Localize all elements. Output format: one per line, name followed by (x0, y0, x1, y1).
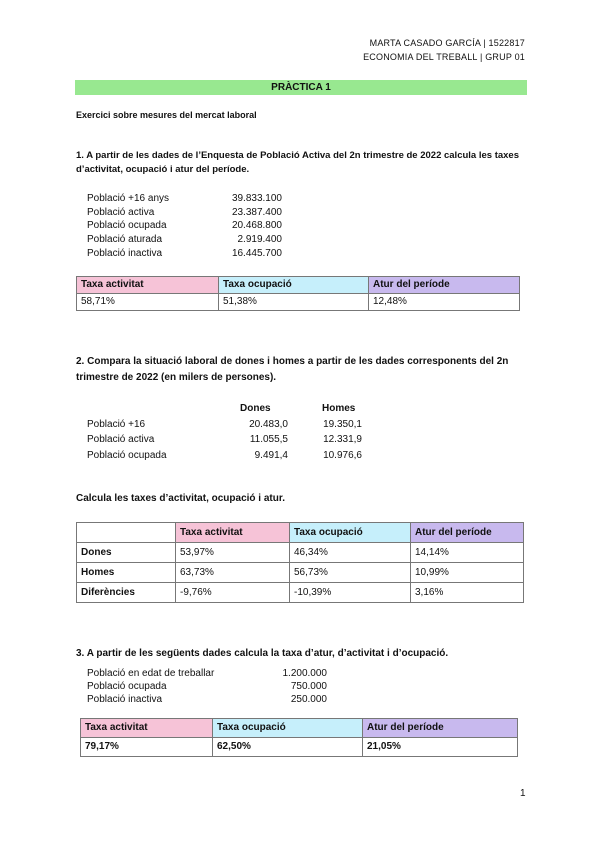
author-line: MARTA CASADO GARCÍA | 1522817 (369, 38, 525, 48)
cell: 56,73% (290, 563, 411, 583)
header-taxa-ocupacio: Taxa ocupació (219, 277, 369, 294)
row-label-dones: Dones (77, 543, 176, 563)
q1-value: 20.468.800 (231, 220, 282, 231)
value-atur: 12,48% (369, 294, 520, 311)
cell: -9,76% (176, 583, 290, 603)
q2-dones-value: 20.483,0 (249, 419, 288, 430)
q1-results-table (76, 276, 520, 311)
header-taxa-activitat: Taxa activitat (81, 719, 213, 738)
cell: 14,14% (411, 543, 524, 563)
q2-label: Població ocupada (87, 450, 167, 461)
q1-text-1: 1. A partir de les dades de l’Enquesta de Població Activa del 2n trimestre de 2022 calcula les taxes (76, 150, 519, 161)
value-taxa-ocupacio: 62,50% (213, 738, 363, 757)
q3-results-table (80, 718, 518, 757)
q1-label: Població +16 anys (87, 193, 170, 204)
cell: -10,39% (290, 583, 411, 603)
q1-value: 39.833.100 (231, 193, 282, 204)
q1-value: 2.919.400 (237, 234, 282, 245)
q3-value: 250.000 (290, 694, 327, 705)
q3-label: Població ocupada (87, 681, 167, 692)
q2-text-2: trimestre de 2022 (en milers de persones). (76, 372, 277, 383)
q2-label: Població +16 (87, 419, 146, 430)
q2-text-1: 2. Compara la situació laboral de dones i homes a partir de les dades corresponents del 2n (76, 356, 509, 367)
q2-results-table (76, 522, 524, 603)
col-header-homes: Homes (322, 403, 356, 414)
value-taxa-activitat: 58,71% (77, 294, 219, 311)
q1-value: 16.445.700 (231, 248, 282, 259)
row-label-diferencies: Diferències (77, 583, 176, 603)
value-taxa-activitat: 79,17% (81, 738, 213, 757)
q2-label: Població activa (87, 434, 155, 445)
header-atur: Atur del període (411, 523, 524, 543)
header-taxa-activitat: Taxa activitat (176, 523, 290, 543)
q2-homes-value: 12.331,9 (323, 434, 362, 445)
col-header-dones: Dones (240, 403, 271, 414)
course-line: ECONOMIA DEL TREBALL | GRUP 01 (363, 52, 525, 62)
cell: 46,34% (290, 543, 411, 563)
page-number: 1 (520, 788, 526, 799)
q1-text-2: d’activitat, ocupació i atur del període. (76, 164, 250, 175)
q3-value: 1.200.000 (282, 668, 327, 679)
header-taxa-ocupacio: Taxa ocupació (213, 719, 363, 738)
q3-value: 750.000 (290, 681, 327, 692)
value-atur: 21,05% (363, 738, 518, 757)
subtitle: Exercici sobre mesures del mercat laboral (76, 110, 257, 120)
header-atur: Atur del període (369, 277, 520, 294)
q1-label: Població aturada (87, 234, 163, 245)
cell: 3,16% (411, 583, 524, 603)
header-atur: Atur del període (363, 719, 518, 738)
q1-label: Població ocupada (87, 220, 167, 231)
q1-label: Població activa (87, 207, 155, 218)
q2-dones-value: 11.055,5 (249, 434, 288, 445)
q1-value: 23.387.400 (231, 207, 282, 218)
q3-text: 3. A partir de les següents dades calcula la taxa d’atur, d’activitat i d’ocupació. (76, 648, 449, 659)
cell: 53,97% (176, 543, 290, 563)
header-taxa-ocupacio: Taxa ocupació (290, 523, 411, 543)
page-title: PRÀCTICA 1 (75, 80, 527, 95)
header-taxa-activitat: Taxa activitat (77, 277, 219, 294)
empty-corner (77, 523, 176, 543)
q2-homes-value: 10.976,6 (323, 450, 362, 461)
row-label-homes: Homes (77, 563, 176, 583)
q3-label: Població en edat de treballar (87, 668, 215, 679)
cell: 63,73% (176, 563, 290, 583)
value-taxa-ocupacio: 51,38% (219, 294, 369, 311)
q3-label: Població inactiva (87, 694, 163, 705)
cell: 10,99% (411, 563, 524, 583)
q1-label: Població inactiva (87, 248, 163, 259)
q2-instruction: Calcula les taxes d’activitat, ocupació i atur. (76, 493, 285, 504)
q2-dones-value: 9.491,4 (254, 450, 288, 461)
q2-homes-value: 19.350,1 (323, 419, 362, 430)
